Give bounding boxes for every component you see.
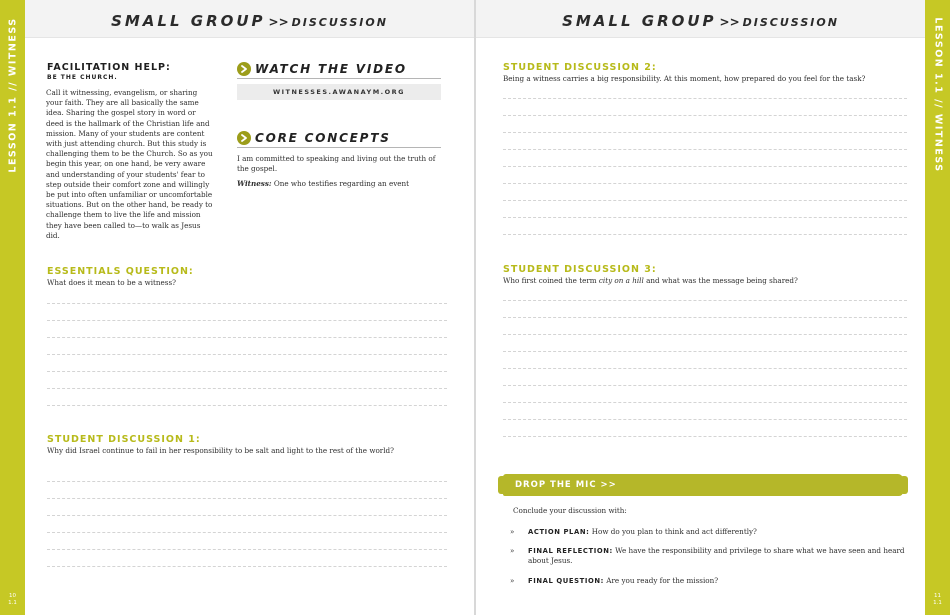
answer-line xyxy=(47,566,447,567)
list-item xyxy=(510,527,906,537)
list-item-body: Are you ready for the mission? xyxy=(604,576,719,585)
list-item-label: FINAL REFLECTION: xyxy=(528,547,613,555)
essentials-question: What does it mean to be a witness? xyxy=(47,278,177,287)
answer-line xyxy=(503,385,907,386)
answer-line xyxy=(503,300,907,301)
answer-line xyxy=(47,337,447,338)
definition-text: One who testifies regarding an event xyxy=(273,179,410,189)
answer-line xyxy=(503,419,907,420)
answer-line xyxy=(503,98,907,99)
answer-line xyxy=(503,334,907,335)
play-arrow-icon xyxy=(237,131,251,145)
bullet-icon: » xyxy=(510,577,515,585)
discussion-3-answer-lines[interactable] xyxy=(503,300,907,437)
answer-line xyxy=(47,303,447,304)
left-page xyxy=(0,0,474,615)
discussion-1-answer-lines[interactable] xyxy=(47,481,447,567)
lesson-side-label: LESSON 1.1 // WITNESS xyxy=(932,17,943,173)
discussion-2-heading: STUDENT DISCUSSION 2: xyxy=(503,62,657,73)
answer-line xyxy=(503,317,907,318)
list-item-text xyxy=(528,527,906,537)
answer-line xyxy=(47,481,447,482)
header-subtitle: DISCUSSION xyxy=(742,16,839,29)
facilitation-body: Call it witnessing, evangelism, or sharing your faith. They are all basically the same idea. Sharing the gospel story in word or deed is the hallmark of the Christian life and mission. Many of your students are content with just attending church. But this study is challenging them to be the Church. So as you begin this year, on one hand, be very aware and understanding of your students' fear to step outside their comfort zone and willingly be put into often unfamiliar or uncomfortable situations. But on the other hand, be ready to challenge them to live the life and mission they have been called to—to walk as Jesus did. xyxy=(46,88,213,240)
watch-video-section xyxy=(237,62,441,100)
answer-line xyxy=(47,371,447,372)
discussion-1-heading: STUDENT DISCUSSION 1: xyxy=(47,434,201,445)
header-title-main: SMALL GROUP xyxy=(111,12,266,30)
list-item-body: How do you plan to think and act differently? xyxy=(589,527,757,536)
drop-the-mic-intro: Conclude your discussion with: xyxy=(513,506,627,515)
page-number-sub: 1.1 xyxy=(933,600,942,606)
answer-line xyxy=(47,515,447,516)
header-separator: >> xyxy=(719,15,740,29)
core-concepts-heading xyxy=(237,131,441,148)
answer-line xyxy=(503,132,907,133)
right-page xyxy=(476,0,950,615)
header-title-main: SMALL GROUP xyxy=(562,12,717,30)
answer-line xyxy=(503,217,907,218)
right-side-band xyxy=(925,0,950,615)
answer-line xyxy=(47,532,447,533)
page-header xyxy=(25,0,474,38)
core-concepts-title: CORE CONCEPTS xyxy=(255,131,391,145)
bullet-icon: » xyxy=(510,547,515,555)
header-title xyxy=(25,11,474,30)
facilitation-subheading: BE THE CHURCH. xyxy=(47,74,118,81)
list-item-body: We have the responsibility and privilege to share what we have seen and heard about Jesus. xyxy=(528,546,905,566)
page-header xyxy=(476,0,925,38)
student-discussion-1-section xyxy=(47,434,447,456)
play-arrow-icon xyxy=(237,62,251,76)
answer-line xyxy=(47,388,447,389)
header-title xyxy=(476,11,925,30)
page-number xyxy=(925,593,950,607)
answer-line xyxy=(47,354,447,355)
student-discussion-2-section xyxy=(503,62,907,84)
answer-line xyxy=(47,498,447,499)
definition-term: Witness: xyxy=(237,179,272,189)
core-concept-statement: I am committed to speaking and living out the truth of the gospel. xyxy=(237,154,436,174)
watch-video-title: WATCH THE VIDEO xyxy=(255,62,407,76)
answer-line xyxy=(503,402,907,403)
core-concept-definition xyxy=(237,179,441,189)
answer-line xyxy=(503,351,907,352)
page-number-sub: 1.1 xyxy=(8,600,17,606)
discussion-3-heading: STUDENT DISCUSSION 3: xyxy=(503,264,657,275)
header-subtitle: DISCUSSION xyxy=(291,16,388,29)
list-item-text xyxy=(528,546,906,566)
essentials-answer-lines[interactable] xyxy=(47,303,447,406)
list-item-text xyxy=(528,576,906,586)
discussion-3-question-end: and what was the message being shared? xyxy=(643,276,798,285)
answer-line xyxy=(47,320,447,321)
lesson-side-label: LESSON 1.1 // WITNESS xyxy=(7,17,18,173)
answer-line xyxy=(503,234,907,235)
header-separator: >> xyxy=(268,15,289,29)
discussion-1-question: Why did Israel continue to fail in her responsibility to be salt and light to the rest of the world? xyxy=(47,446,394,455)
list-item-label: ACTION PLAN: xyxy=(528,528,590,536)
discussion-3-question-italic: city on a hill xyxy=(598,276,644,285)
answer-line xyxy=(503,436,907,437)
list-item xyxy=(510,546,906,566)
discussion-3-question-start: Who first coined the term xyxy=(503,276,599,285)
answer-line xyxy=(47,405,447,406)
answer-line xyxy=(503,115,907,116)
answer-line xyxy=(503,149,907,150)
discussion-3-question xyxy=(503,276,907,286)
page-number xyxy=(0,593,25,607)
page-number-main: 11 xyxy=(934,593,941,599)
essentials-heading: ESSENTIALS QUESTION: xyxy=(47,266,194,277)
watch-video-heading xyxy=(237,62,441,79)
answer-line xyxy=(503,166,907,167)
answer-line xyxy=(503,183,907,184)
left-side-band xyxy=(0,0,25,615)
page-number-main: 10 xyxy=(9,593,16,599)
drop-the-mic-banner xyxy=(503,474,903,496)
bullet-icon: » xyxy=(510,528,515,536)
list-item xyxy=(510,576,906,586)
video-url-link[interactable]: WITNESSES.AWANAYM.ORG xyxy=(237,84,441,100)
answer-line xyxy=(47,549,447,550)
answer-line xyxy=(503,368,907,369)
facilitation-heading: FACILITATION HELP: xyxy=(47,62,171,73)
core-concepts-section xyxy=(237,131,441,190)
essentials-question-section xyxy=(47,266,447,288)
student-discussion-3-section xyxy=(503,264,907,286)
drop-the-mic-title: DROP THE MIC >> xyxy=(515,480,617,490)
answer-line xyxy=(503,200,907,201)
discussion-2-question: Being a witness carries a big responsibility. At this moment, how prepared do you feel for the task? xyxy=(503,74,866,83)
discussion-2-answer-lines[interactable] xyxy=(503,98,907,235)
list-item-label: FINAL QUESTION: xyxy=(528,577,605,585)
